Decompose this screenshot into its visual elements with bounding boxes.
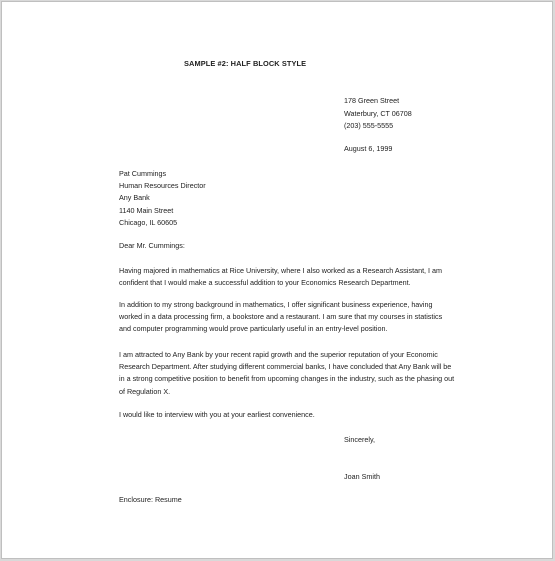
paragraph-line: Research Department. After studying different commercial banks, I have concluded that Any Bank will be [119, 362, 452, 372]
paragraph-line: in a strong competitive position to benefit from upcoming changes in the industry, such as the phasing out [119, 374, 455, 384]
sender-address [344, 95, 412, 133]
recipient-street: 1140 Main Street [119, 205, 174, 215]
recipient-address [119, 168, 206, 229]
letter-date: August 6, 1999 [344, 144, 393, 153]
paragraph-line: I would like to interview with you at your earliest convenience. [119, 410, 315, 419]
sender-city: Waterbury, CT 06708 [344, 108, 412, 118]
body-paragraph-2 [119, 299, 471, 336]
body-paragraph-4 [119, 409, 471, 421]
paragraph-line: of Regulation X. [119, 386, 171, 396]
signer-name: Joan Smith [344, 472, 380, 481]
document-title: SAMPLE #2: HALF BLOCK STYLE [184, 59, 307, 68]
paragraph-line: In addition to my strong background in mathematics, I offer significant business experience, having [119, 300, 433, 309]
recipient-name: Pat Cummings [119, 169, 167, 178]
recipient-title: Human Resources Director [119, 181, 206, 191]
recipient-city: Chicago, IL 60605 [119, 217, 178, 227]
sender-phone: (203) 555-5555 [344, 121, 394, 130]
letter-page [1, 1, 553, 559]
sender-street: 178 Green Street [344, 96, 400, 105]
recipient-company: Any Bank [119, 193, 150, 203]
paragraph-line: Having majored in mathematics at Rice University, where I also worked as a Research Assistant, I am [119, 266, 443, 275]
paragraph-line: and computer programming would prove particularly useful in an entry-level position. [119, 324, 388, 334]
paragraph-line: I am attracted to Any Bank by your recent rapid growth and the superior reputation of your Economic [119, 350, 438, 359]
paragraph-line: confident that I would make a successful addition to your Economics Research Department. [119, 278, 411, 288]
closing: Sincerely, [344, 435, 376, 444]
body-paragraph-3 [119, 349, 471, 398]
paragraph-line: worked in a data processing firm, a bookstore and a restaurant. I am sure that my courses in statistics [119, 312, 443, 322]
salutation: Dear Mr. Cummings: [119, 241, 185, 250]
enclosure-note: Enclosure: Resume [119, 495, 182, 504]
body-paragraph-1 [119, 265, 471, 289]
